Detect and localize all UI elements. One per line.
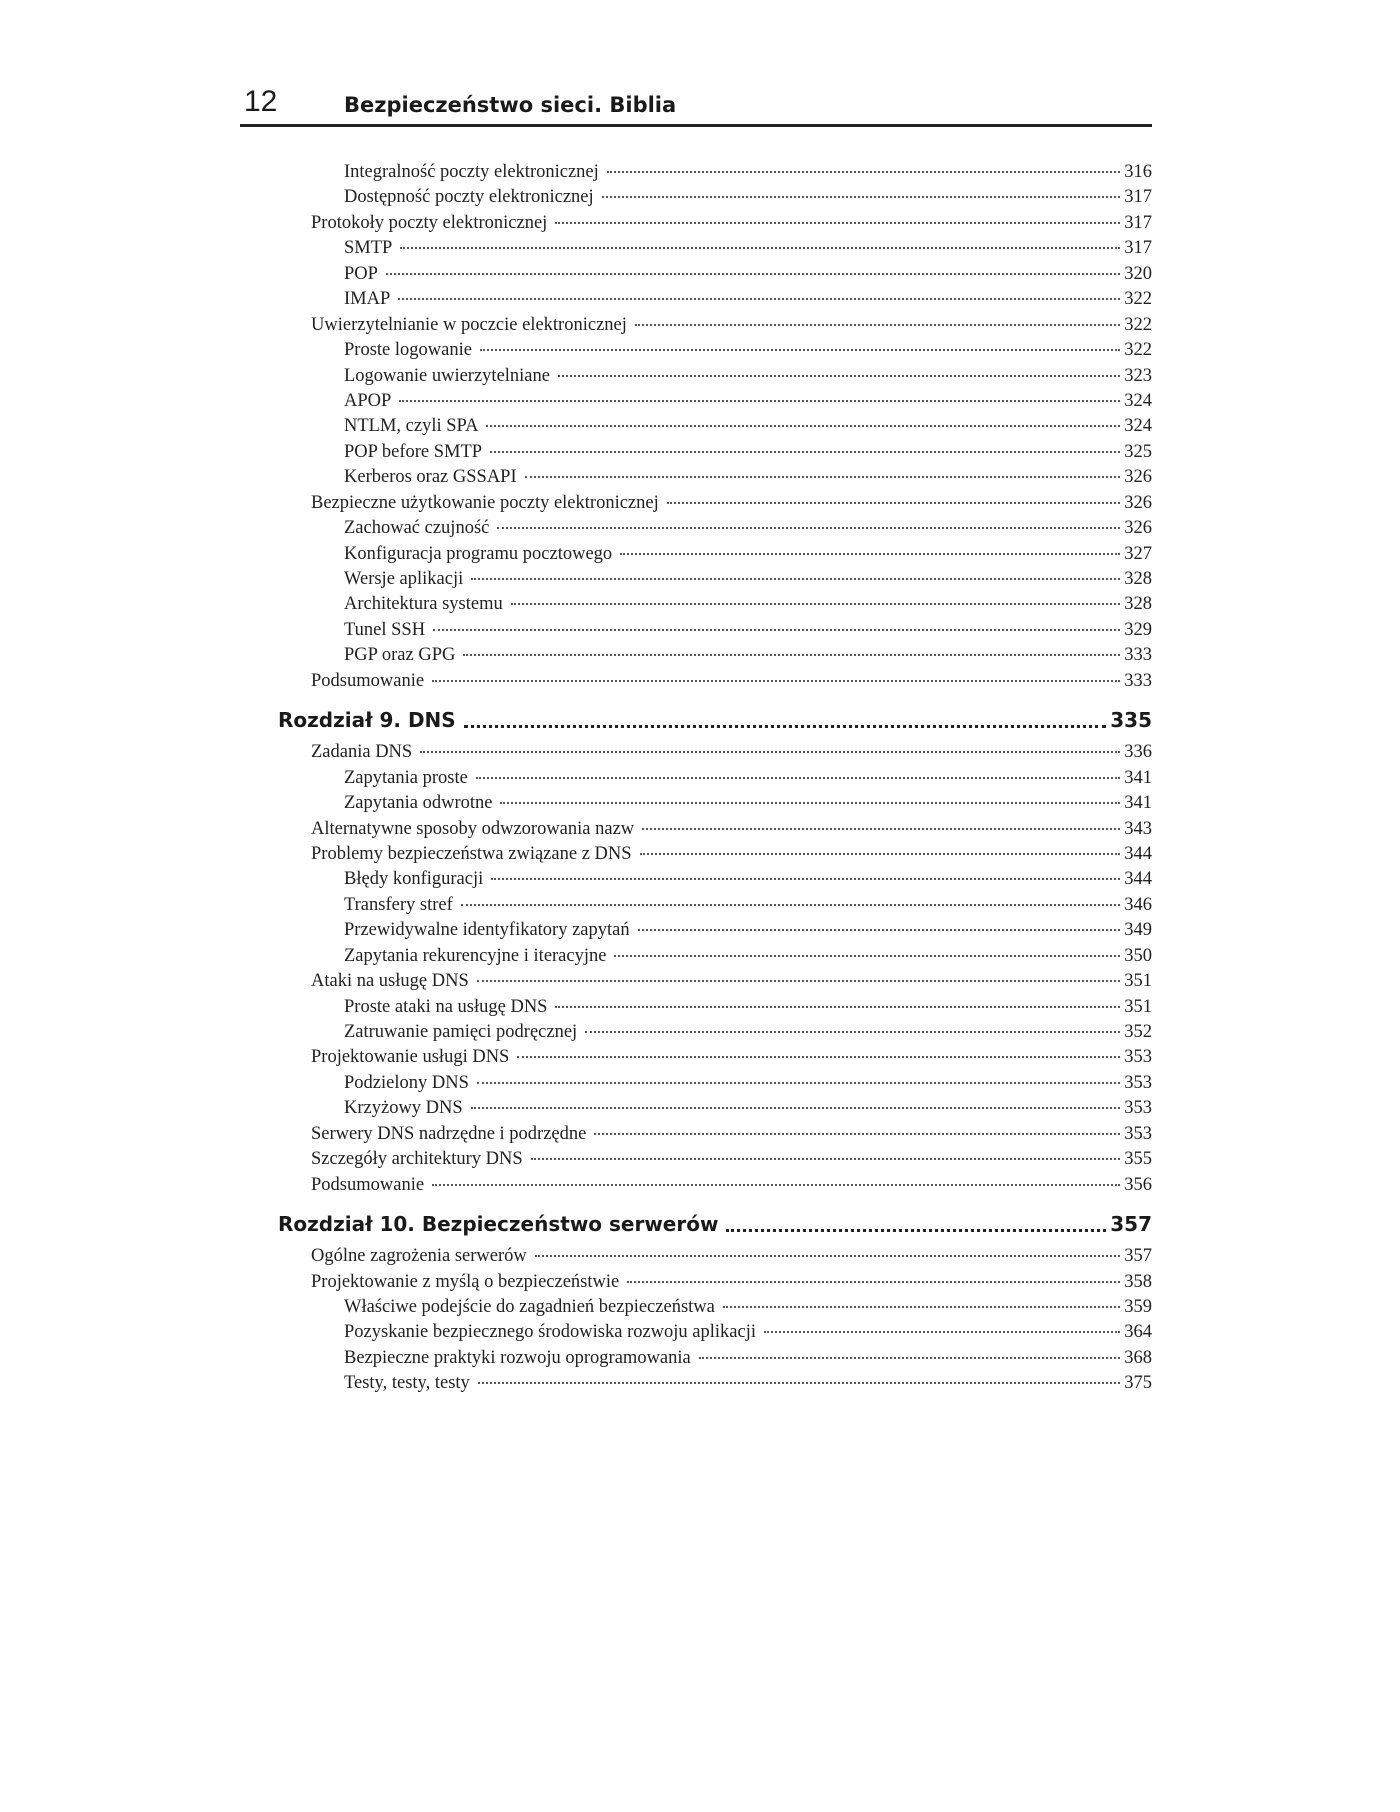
toc-entry-page-number: 324: [1124, 416, 1152, 437]
toc-subsection: [278, 440, 1152, 465]
toc-subsection: [278, 893, 1152, 918]
dot-leader: [627, 1280, 1120, 1283]
dot-leader: [433, 628, 1120, 631]
toc-entry-page-number: 333: [1124, 670, 1152, 691]
dot-leader: [486, 424, 1120, 427]
toc-section: [278, 491, 1152, 516]
toc-entry-label: POP before SMTP: [344, 441, 483, 462]
dot-leader: [471, 1106, 1121, 1109]
toc-subsection: [278, 944, 1152, 969]
toc-entry-page-number: 317: [1124, 212, 1152, 233]
toc-entry-label: Proste ataki na usługę DNS: [344, 996, 548, 1017]
dot-leader: [386, 272, 1120, 275]
toc-subsection: [278, 1371, 1152, 1396]
dot-leader: [420, 750, 1120, 753]
toc-subsection: [278, 287, 1152, 312]
dot-leader: [471, 577, 1120, 580]
toc-section: [278, 1270, 1152, 1295]
toc-entry-label: PGP oraz GPG: [344, 645, 456, 666]
table-of-contents: [278, 160, 1152, 1397]
toc-entry-page-number: 357: [1110, 1212, 1152, 1237]
dot-leader: [726, 1228, 1106, 1232]
toc-entry-page-number: 353: [1124, 1047, 1152, 1068]
toc-entry-label: Bezpieczne praktyki rozwoju oprogramowania: [344, 1347, 691, 1368]
toc-entry-label: Kerberos oraz GSSAPI: [344, 467, 517, 488]
toc-subsection: [278, 414, 1152, 439]
toc-entry-label: Uwierzytelnianie w poczcie elektronicznej: [311, 314, 627, 335]
toc-entry-label: Projektowanie usługi DNS: [311, 1047, 510, 1068]
toc-entry-label: Zatruwanie pamięci podręcznej: [344, 1022, 578, 1042]
dot-leader: [602, 195, 1121, 198]
dot-leader: [620, 552, 1120, 555]
toc-entry-label: APOP: [344, 390, 392, 411]
toc-entry-page-number: 322: [1124, 314, 1152, 335]
toc-entry-label: Ogólne zagrożenia serwerów: [311, 1246, 527, 1267]
toc-section: [278, 1122, 1152, 1147]
toc-section: [278, 817, 1152, 842]
toc-entry-label: Szczegóły architektury DNS: [311, 1149, 523, 1170]
toc-entry-label: Alternatywne sposoby odwzorowania nazw: [311, 818, 635, 839]
toc-entry-label: Transfery stref: [344, 894, 453, 915]
toc-entry-label: Zapytania rekurencyjne i iteracyjne: [344, 945, 607, 966]
toc-entry-label: Podzielony DNS: [344, 1072, 469, 1093]
toc-entry-page-number: 328: [1124, 569, 1152, 589]
toc-subsection: [278, 1071, 1152, 1096]
toc-entry-label: Problemy bezpieczeństwa związane z DNS: [311, 843, 632, 864]
dot-leader: [432, 1183, 1120, 1186]
toc-entry-page-number: 353: [1124, 1072, 1152, 1093]
toc-entry-label: Architektura systemu: [344, 594, 503, 615]
toc-entry-page-number: 349: [1124, 920, 1152, 941]
chapter-heading: [278, 1204, 1152, 1244]
page-number: 12: [244, 85, 278, 118]
toc-subsection: [278, 185, 1152, 210]
toc-entry-label: Zapytania odwrotne: [344, 793, 493, 814]
toc-subsection: [278, 766, 1152, 791]
book-title: Bezpieczeństwo sieci. Biblia: [344, 93, 677, 117]
toc-entry-page-number: 333: [1124, 645, 1152, 666]
toc-entry-label: Zachować czujność: [344, 518, 490, 539]
chapter-heading: [278, 700, 1152, 740]
toc-section: [278, 1244, 1152, 1269]
page-header: [240, 84, 1152, 127]
toc-subsection: [278, 338, 1152, 363]
dot-leader: [635, 323, 1120, 326]
toc-entry-page-number: 317: [1124, 187, 1152, 208]
toc-entry-label: Testy, testy, testy: [344, 1373, 470, 1394]
dot-leader: [607, 170, 1120, 173]
toc-section: [278, 1173, 1152, 1198]
toc-entry-page-number: 326: [1124, 492, 1152, 513]
dot-leader: [614, 954, 1120, 957]
toc-subsection: [278, 791, 1152, 816]
toc-entry-page-number: 325: [1124, 441, 1152, 462]
toc-subsection: [278, 618, 1152, 643]
toc-entry-label: Logowanie uwierzytelniane: [344, 365, 550, 386]
toc-entry-page-number: 327: [1124, 543, 1152, 564]
toc-entry-label: Wersje aplikacji: [344, 569, 464, 589]
toc-subsection: [278, 160, 1152, 185]
dot-leader: [491, 877, 1120, 880]
toc-entry-page-number: 353: [1124, 1098, 1152, 1119]
toc-entry-label: Przewidywalne identyfikatory zapytań: [344, 920, 630, 941]
toc-entry-label: Serwery DNS nadrzędne i podrzędne: [311, 1123, 587, 1144]
toc-entry-page-number: 341: [1124, 767, 1152, 788]
dot-leader: [594, 1132, 1120, 1135]
toc-entry-page-number: 317: [1124, 238, 1152, 259]
toc-entry-page-number: 353: [1124, 1123, 1152, 1144]
toc-subsection: [278, 1096, 1152, 1121]
toc-entry-label: Pozyskanie bezpiecznego środowiska rozwoju aplikacji: [344, 1322, 757, 1343]
toc-entry-label: POP: [344, 263, 378, 284]
dot-leader: [667, 501, 1121, 504]
toc-entry-label: Rozdział 9. DNS: [278, 708, 456, 733]
toc-entry-label: Dostępność poczty elektronicznej: [344, 187, 594, 208]
toc-section: [278, 1045, 1152, 1070]
toc-section: [278, 1147, 1152, 1172]
toc-subsection: [278, 542, 1152, 567]
toc-entry-page-number: 351: [1124, 996, 1152, 1017]
dot-leader: [461, 903, 1120, 906]
toc-entry-page-number: 335: [1110, 708, 1152, 733]
toc-subsection: [278, 364, 1152, 389]
dot-leader: [699, 1356, 1121, 1359]
toc-entry-label: Proste logowanie: [344, 340, 472, 361]
dot-leader: [478, 1381, 1120, 1384]
toc-subsection: [278, 567, 1152, 592]
toc-subsection: [278, 643, 1152, 668]
toc-subsection: [278, 1320, 1152, 1345]
toc-section: [278, 740, 1152, 765]
toc-entry-page-number: 356: [1124, 1174, 1152, 1195]
toc-entry-label: Konfiguracja programu pocztowego: [344, 543, 613, 564]
toc-subsection: [278, 236, 1152, 261]
toc-entry-label: Zadania DNS: [311, 742, 413, 763]
toc-entry-label: Podsumowanie: [311, 1174, 425, 1195]
toc-section: [278, 969, 1152, 994]
toc-entry-page-number: 322: [1124, 340, 1152, 361]
toc-entry-label: IMAP: [344, 289, 391, 310]
toc-entry-page-number: 358: [1124, 1271, 1152, 1292]
toc-entry-page-number: 326: [1124, 467, 1152, 488]
toc-entry-page-number: 351: [1124, 971, 1152, 992]
toc-entry-label: Podsumowanie: [311, 670, 425, 691]
toc-subsection: [278, 389, 1152, 414]
toc-subsection: [278, 1346, 1152, 1371]
toc-entry-label: Zapytania proste: [344, 767, 468, 788]
toc-entry-label: NTLM, czyli SPA: [344, 416, 479, 437]
dot-leader: [464, 724, 1107, 728]
dot-leader: [525, 475, 1121, 478]
dot-leader: [497, 526, 1120, 529]
toc-entry-page-number: 320: [1124, 263, 1152, 284]
toc-entry-label: Protokoły poczty elektronicznej: [311, 212, 548, 233]
dot-leader: [764, 1330, 1120, 1333]
toc-entry-page-number: 346: [1124, 894, 1152, 915]
toc-entry-page-number: 364: [1124, 1322, 1152, 1343]
toc-entry-page-number: 359: [1124, 1296, 1152, 1317]
dot-leader: [642, 827, 1120, 830]
toc-section: [278, 211, 1152, 236]
dot-leader: [640, 852, 1121, 855]
dot-leader: [638, 928, 1121, 931]
dot-leader: [500, 801, 1120, 804]
toc-entry-page-number: 329: [1124, 619, 1152, 640]
dot-leader: [463, 653, 1120, 656]
dot-leader: [555, 221, 1120, 224]
toc-entry-page-number: 350: [1124, 945, 1152, 966]
toc-entry-label: Właściwe podejście do zagadnień bezpieczeństwa: [344, 1296, 715, 1317]
toc-entry-page-number: 355: [1124, 1149, 1152, 1170]
toc-entry-page-number: 375: [1124, 1373, 1152, 1394]
toc-entry-label: SMTP: [344, 238, 393, 259]
dot-leader: [400, 246, 1120, 249]
toc-entry-page-number: 344: [1124, 869, 1152, 890]
toc-entry-label: Krzyżowy DNS: [344, 1098, 463, 1119]
toc-subsection: [278, 918, 1152, 943]
toc-entry-label: Ataki na usługę DNS: [311, 971, 469, 992]
toc-entry-page-number: 328: [1124, 594, 1152, 615]
toc-entry-label: Integralność poczty elektronicznej: [344, 162, 599, 182]
dot-leader: [555, 1005, 1120, 1008]
toc-subsection: [278, 592, 1152, 617]
toc-entry-page-number: 323: [1124, 365, 1152, 386]
toc-subsection: [278, 1020, 1152, 1045]
dot-leader: [399, 399, 1120, 402]
toc-entry-page-number: 336: [1124, 742, 1152, 763]
toc-entry-label: Błędy konfiguracji: [344, 869, 484, 890]
toc-subsection: [278, 262, 1152, 287]
toc-entry-page-number: 352: [1124, 1022, 1152, 1042]
toc-subsection: [278, 1295, 1152, 1320]
toc-entry-page-number: 344: [1124, 843, 1152, 864]
toc-section: [278, 842, 1152, 867]
toc-entry-label: Tunel SSH: [344, 619, 426, 640]
dot-leader: [531, 1157, 1121, 1160]
dot-leader: [511, 602, 1121, 605]
toc-entry-label: Projektowanie z myślą o bezpieczeństwie: [311, 1271, 620, 1292]
dot-leader: [398, 297, 1120, 300]
toc-entry-label: Bezpieczne użytkowanie poczty elektronicznej: [311, 492, 659, 513]
dot-leader: [477, 979, 1121, 982]
toc-entry-page-number: 326: [1124, 518, 1152, 539]
toc-entry-page-number: 343: [1124, 818, 1152, 839]
dot-leader: [535, 1254, 1121, 1257]
dot-leader: [517, 1055, 1120, 1058]
dot-leader: [723, 1305, 1120, 1308]
dot-leader: [490, 450, 1120, 453]
toc-entry-label: Rozdział 10. Bezpieczeństwo serwerów: [278, 1212, 719, 1237]
toc-subsection: [278, 465, 1152, 490]
dot-leader: [432, 679, 1120, 682]
dot-leader: [585, 1030, 1120, 1033]
dot-leader: [477, 1081, 1120, 1084]
toc-subsection: [278, 995, 1152, 1020]
toc-section: [278, 313, 1152, 338]
toc-subsection: [278, 516, 1152, 541]
toc-entry-page-number: 341: [1124, 793, 1152, 814]
toc-entry-page-number: 316: [1124, 162, 1152, 182]
toc-entry-page-number: 368: [1124, 1347, 1152, 1368]
toc-subsection: [278, 867, 1152, 892]
toc-entry-page-number: 322: [1124, 289, 1152, 310]
dot-leader: [558, 374, 1120, 377]
dot-leader: [476, 776, 1120, 779]
dot-leader: [480, 348, 1120, 351]
toc-section: [278, 669, 1152, 694]
toc-entry-page-number: 324: [1124, 390, 1152, 411]
toc-entry-page-number: 357: [1124, 1246, 1152, 1267]
